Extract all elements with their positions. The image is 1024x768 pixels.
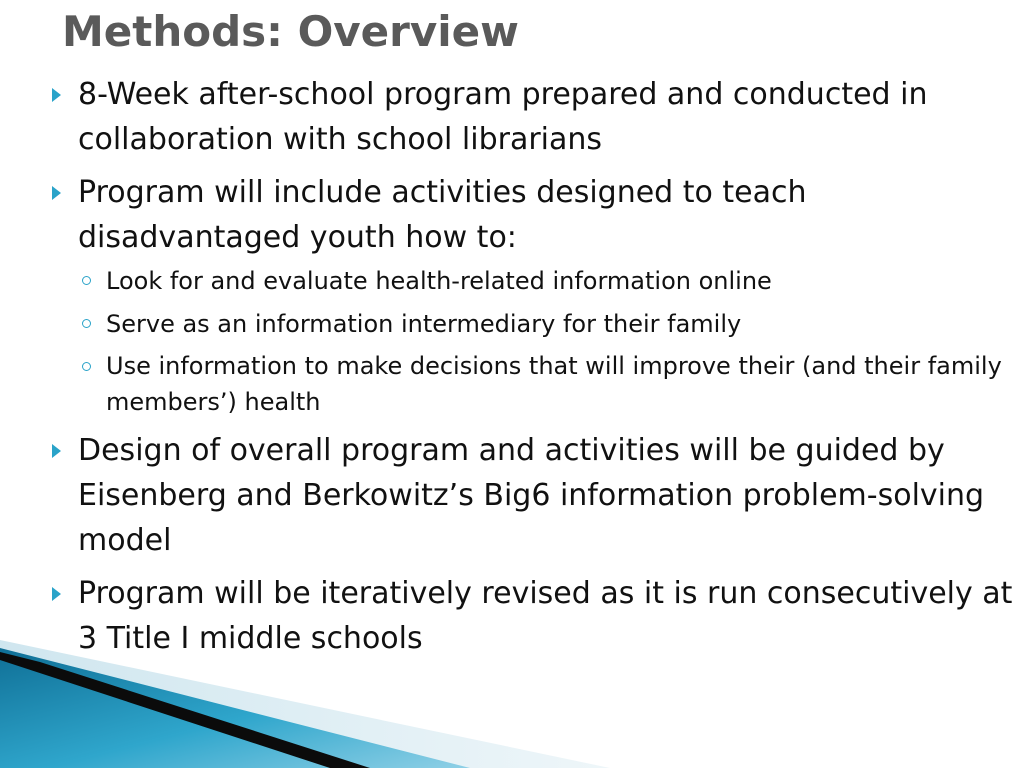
bullet-text: 8-Week after-school program prepared and conducted in collaboration with school librarians — [78, 77, 928, 157]
sub-bullet-item — [48, 262, 1013, 301]
ring-icon — [82, 276, 91, 285]
triangle-arrow-icon — [52, 88, 61, 102]
triangle-arrow-icon — [52, 444, 61, 458]
sub-bullet-text: Look for and evaluate health-related information online — [106, 267, 772, 295]
bullet-item — [48, 170, 1013, 260]
sub-bullet-text: Serve as an information intermediary for their family — [106, 310, 742, 338]
slide-content — [48, 72, 1013, 669]
slide-title: Methods: Overview — [62, 7, 519, 56]
sub-bullet-text: Use information to make decisions that will improve their (and their family members’) health — [106, 352, 1002, 416]
triangle-arrow-icon — [52, 587, 61, 601]
bullet-text: Program will include activities designed to teach disadvantaged youth how to: — [78, 175, 807, 255]
sub-bullet-item — [48, 348, 1013, 420]
sub-bullet-item — [48, 305, 1013, 344]
bullet-item — [48, 428, 1013, 563]
ring-icon — [82, 319, 91, 328]
bullet-item — [48, 72, 1013, 162]
bullet-item — [48, 571, 1013, 661]
sub-bullet-list — [48, 262, 1013, 420]
ring-icon — [82, 362, 91, 371]
triangle-arrow-icon — [52, 186, 61, 200]
bullet-text: Program will be iteratively revised as it is run consecutively at 3 Title I middle schools — [78, 576, 1013, 656]
bullet-text: Design of overall program and activities will be guided by Eisenberg and Berkowitz’s Big6 information problem-solving model — [78, 433, 985, 558]
